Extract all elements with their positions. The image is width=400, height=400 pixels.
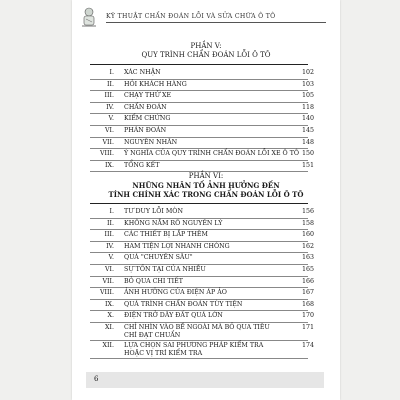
toc-item-title: KHÔNG NẮM RÕ NGUYÊN LÝ: [124, 219, 223, 227]
mechanic-logo-icon: [80, 6, 98, 28]
toc-item-page: 156: [301, 208, 314, 215]
toc-item-title: ĐIỆN TRỞ DÂY ĐẤT QUÁ LỚN: [124, 312, 223, 320]
toc-item-number: V.: [108, 254, 114, 262]
toc-item-title: XÁC NHẬN: [124, 69, 161, 76]
toc-item-number: I.: [109, 208, 114, 215]
toc-item-number: VIII.: [99, 289, 114, 297]
toc-item-title: ẢNH HƯỞNG CỦA ĐIỆN ÁP ẢO: [124, 289, 227, 297]
toc-item-title: Ý NGHĨA CỦA QUY TRÌNH CHẨN ĐOÁN LỖI XE Ô TÔ: [124, 150, 300, 158]
toc-row-divider: [90, 299, 308, 300]
toc-item-title: CHẨN ĐOÁN: [124, 103, 167, 111]
toc-row-divider: [90, 160, 308, 161]
toc-item-page: 151: [301, 161, 314, 169]
part5-title: QUY TRÌNH CHẨN ĐOÁN LỖI Ô TÔ: [141, 51, 271, 59]
toc-item-page: 102: [301, 69, 314, 76]
page-number: 6: [94, 375, 99, 383]
toc-item-title: PHÁN ĐOÁN: [124, 127, 167, 134]
toc-item-title: BỎ QUA CHI TIẾT: [124, 277, 183, 285]
toc-row-divider: [90, 90, 308, 91]
running-header: [72, 4, 340, 30]
toc-item-page: 140: [301, 115, 314, 123]
toc-item-title: TỔNG KẾT: [124, 161, 160, 169]
toc-item-title: KIỂM CHỨNG: [124, 115, 171, 123]
toc-item-page: 160: [301, 231, 314, 239]
toc-item-title: CHỈ NHÌN VÀO BỀ NGOÀI MÀ BỎ QUA TIÊU CHÍ ĐẠT CHUẨN: [124, 324, 270, 339]
toc-item-number: III.: [104, 231, 114, 239]
toc-item-page: 105: [301, 92, 314, 100]
toc-item-number: IX.: [105, 300, 114, 308]
toc-item-page: 174: [301, 341, 314, 349]
part6-title-line1: NHỮNG NHÂN TỐ ẢNH HƯỞNG ĐẾN: [132, 181, 280, 190]
toc-item-page: 163: [301, 254, 314, 262]
toc-item-number: X.: [107, 312, 114, 320]
toc-item-title: SỰ TỒN TẠI CỦA NHIỀU: [124, 266, 206, 273]
toc-row-divider: [90, 340, 308, 341]
toc-item-number: VI.: [104, 266, 114, 273]
toc-item-number: XI.: [105, 324, 114, 331]
toc-item-number: III.: [104, 92, 114, 100]
toc-row-divider: [90, 79, 308, 80]
toc-item-page: 103: [301, 80, 314, 88]
toc-item-page: 165: [301, 266, 314, 273]
toc-row-divider: [90, 358, 308, 359]
toc-item-number: I.: [109, 69, 114, 76]
toc-item-title: HỎI KHÁCH HÀNG: [124, 80, 187, 88]
part6-rule: [90, 203, 308, 204]
part5-heading: [72, 42, 340, 60]
toc-item-page: 166: [301, 277, 314, 285]
toc-item-number: VII.: [102, 138, 114, 146]
toc-item-page: 150: [301, 150, 314, 158]
toc-item-page: 168: [301, 300, 314, 308]
toc-item-number: IV.: [106, 242, 114, 250]
part6-title-line2: TÍNH CHÍNH XÁC TRONG CHẨN ĐOÁN LỖI Ô TÔ: [108, 190, 304, 199]
toc-item-title: HAM TIỆN LỢI NHANH CHÓNG: [124, 242, 230, 250]
page-footer: [86, 372, 324, 388]
toc-item-number: VI.: [104, 127, 114, 134]
toc-item-number: IV.: [106, 103, 114, 111]
toc-item-title: QUÁ "CHUYÊN SÂU": [124, 254, 193, 262]
toc-item-number: II.: [107, 80, 114, 88]
toc-row-divider: [90, 252, 308, 253]
toc-row-divider: [90, 102, 308, 103]
toc-item-number: VIII.: [99, 150, 114, 158]
toc-row-divider: [90, 322, 308, 323]
toc-row-divider: [90, 137, 308, 138]
part5-label: PHẦN V:: [190, 42, 222, 50]
toc-item-number: VII.: [102, 277, 114, 285]
toc-item-page: 170: [301, 312, 314, 320]
toc-item-title: CÁC THIẾT BỊ LẮP THÊM: [124, 231, 208, 239]
toc-item-page: 118: [301, 103, 314, 111]
toc-item-title: TƯ DUY LỖI MÒN: [124, 208, 183, 215]
book-page: [72, 0, 340, 400]
toc-item-page: 171: [301, 324, 314, 331]
toc-item-number: IX.: [105, 161, 114, 169]
toc-row-divider: [90, 276, 308, 277]
toc-item-title: CHẠY THỬ XE: [124, 92, 172, 100]
toc-item-title: QUÁ TRÌNH CHẨN ĐOÁN TÙY TIỆN: [124, 300, 243, 308]
header-rule: [106, 22, 326, 23]
toc-item-number: II.: [107, 219, 114, 227]
toc-item-page: 158: [301, 219, 314, 227]
part6-label: PHẦN VI:: [188, 172, 224, 180]
part6-heading: [72, 172, 340, 199]
toc-item-page: 167: [301, 289, 314, 297]
toc-item-page: 162: [301, 242, 314, 250]
toc-item-title: LỰA CHỌN SAI PHƯƠNG PHÁP KIỂM TRA HOẶC VỊ TRÍ KIỂM TRA: [124, 341, 264, 357]
toc-item-page: 145: [301, 127, 314, 134]
toc-row-divider: [90, 218, 308, 219]
part5-rule: [90, 64, 308, 65]
toc-item-number: XII.: [102, 341, 114, 349]
toc-item-number: V.: [108, 115, 114, 123]
toc-item-page: 148: [301, 138, 314, 146]
toc-row-divider: [90, 241, 308, 242]
toc-row-divider: [90, 264, 308, 265]
toc-item-title: NGUYÊN NHÂN: [124, 138, 178, 146]
header-title: KỸ THUẬT CHẨN ĐOÁN LỖI VÀ SỬA CHỮA Ô TÔ: [106, 13, 276, 20]
toc-row-divider: [90, 125, 308, 126]
toc-row-divider: [90, 113, 308, 114]
